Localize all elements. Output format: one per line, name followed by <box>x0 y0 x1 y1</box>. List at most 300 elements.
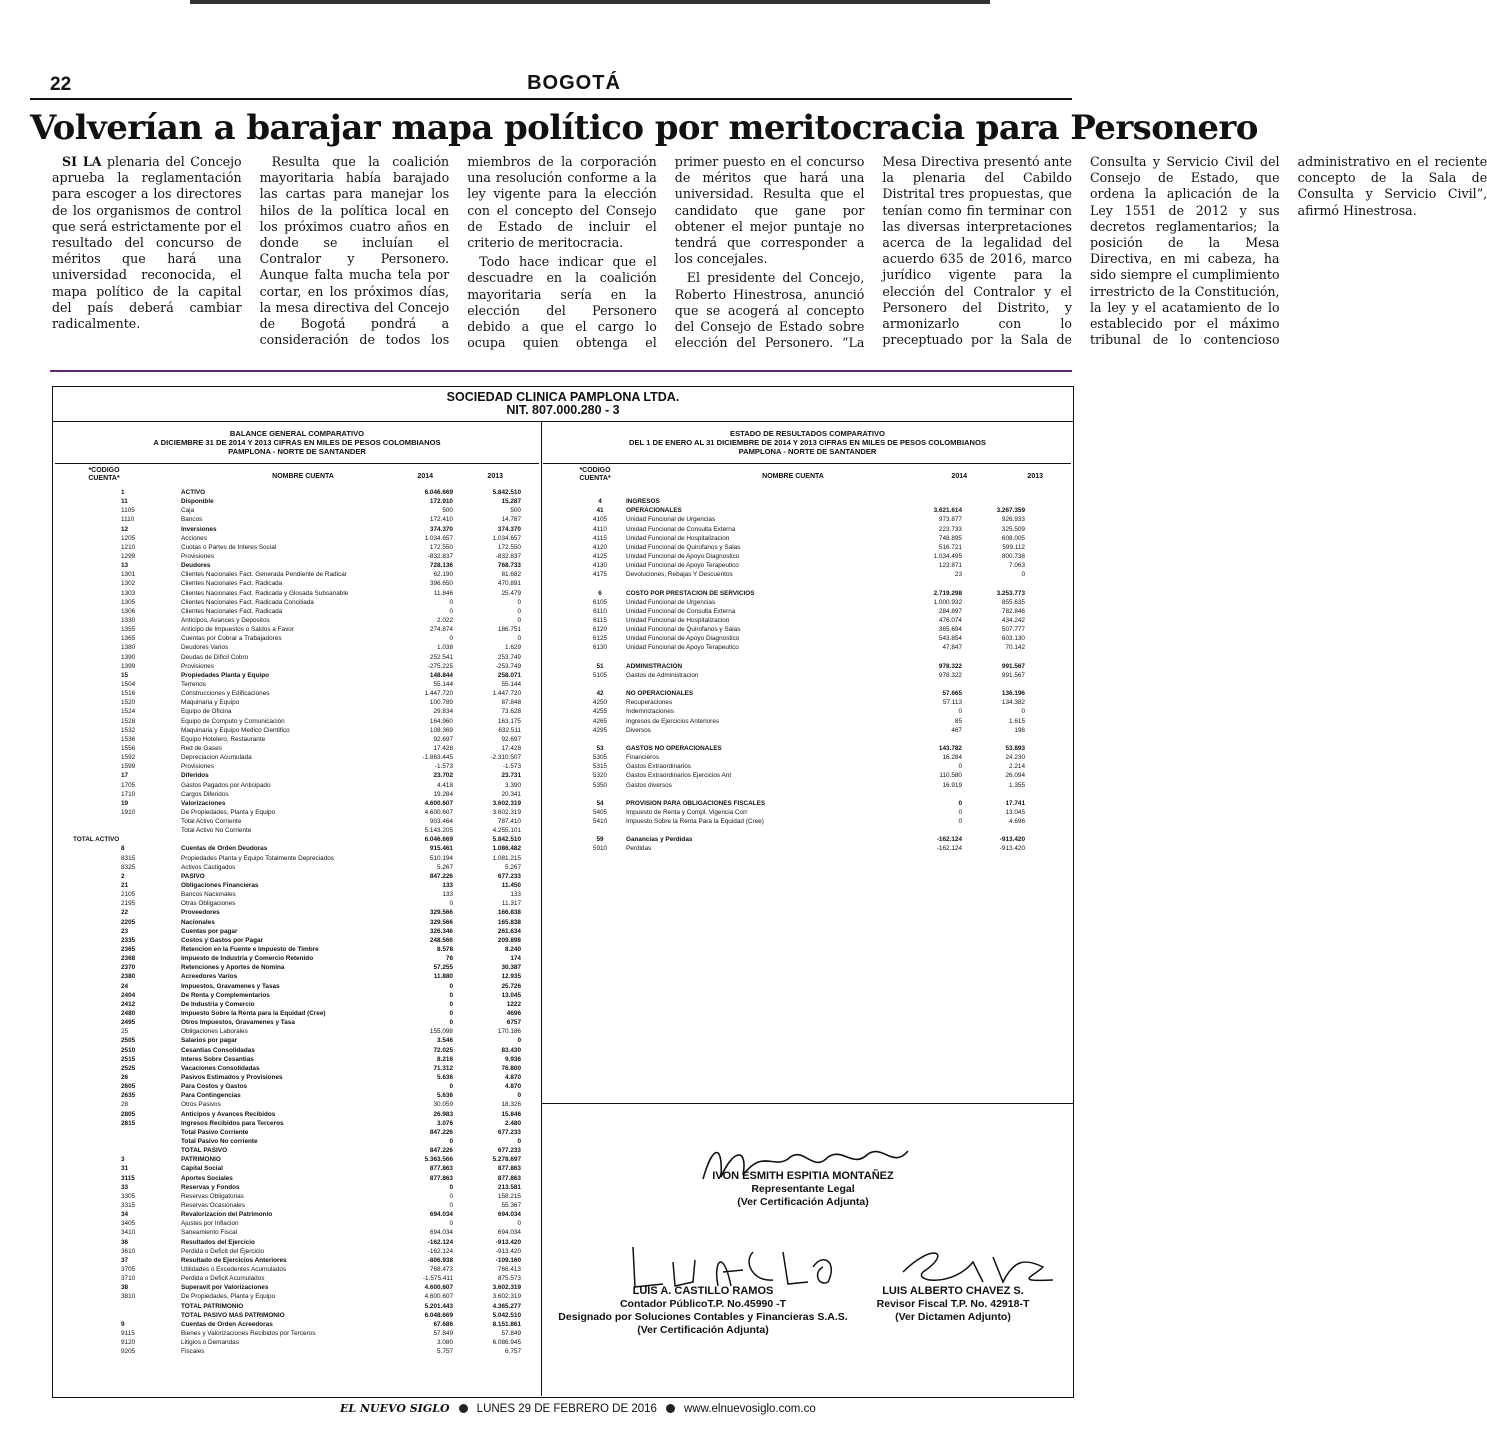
row-value-2013: 3.390 <box>505 781 521 789</box>
row-value-2013: 0 <box>517 1092 521 1100</box>
balance-row <box>73 1219 538 1228</box>
row-value-2014: 6.046.669 <box>424 489 453 496</box>
article-paragraph: Resulta que la coalición mayoritaria había barajado las cartas para manejar los hilos de la política local en los próximos cuatro años en donde se incluían el Contralor y Personero. Aunque falta mucha tela por cortar, en los próximos días, la mesa directiva del Concejo de Bogotá pondrá a consideración de todos los miembros de la corporación una resolución conforme a la ley vigente para la elección con el concepto del Consejo de Estado de incluir el criterio de meritocracia. <box>259 154 657 348</box>
row-value-2013: -2.310.507 <box>490 754 521 762</box>
balance-row <box>73 525 538 534</box>
balance-row <box>73 1238 538 1247</box>
row-account-name: Ganancias y Perdidas <box>626 836 693 844</box>
balance-row <box>73 1146 538 1155</box>
results-header <box>542 429 1073 456</box>
row-value-2014: 8.216 <box>437 1055 453 1063</box>
row-account-name: Total Activo Corriente <box>181 818 242 826</box>
row-code: 2525 <box>121 1064 136 1072</box>
row-value-2013: 603.130 <box>1001 635 1025 643</box>
row-value-2014: 973.877 <box>938 516 962 524</box>
row-value-2013: 213.581 <box>497 1183 521 1191</box>
header-divider <box>53 421 1073 422</box>
row-value-2013: 25.479 <box>501 589 521 597</box>
results-place: PAMPLONA - NORTE DE SANTANDER <box>738 447 877 456</box>
row-account-name: Gastos diversos <box>626 781 672 789</box>
balance-row <box>73 918 538 927</box>
row-code: 1504 <box>121 680 136 688</box>
row-account-name: Total Activo No Corriente <box>181 827 252 835</box>
row-account-name: GASTOS NO OPERACIONALES <box>626 744 722 752</box>
row-value-2014: 133 <box>442 891 453 899</box>
row-code: 1520 <box>121 699 136 707</box>
row-value-2013: 500 <box>510 507 521 515</box>
row-code: 6 <box>598 589 602 597</box>
balance-row <box>73 1256 538 1265</box>
row-value-2013: 186.751 <box>497 626 521 634</box>
row-code: 1399 <box>121 662 136 670</box>
row-account-name: Diferidos <box>181 772 209 780</box>
row-value-2013: 0 <box>1021 708 1025 716</box>
row-value-2013: 1.447.720 <box>492 690 521 698</box>
row-code: 2510 <box>121 1046 136 1054</box>
balance-row <box>73 506 538 515</box>
article-divider <box>50 370 1072 372</box>
row-value-2014: 172.910 <box>429 498 453 506</box>
row-value-2014: 0 <box>449 1000 453 1008</box>
row-value-2014: 0 <box>449 635 453 643</box>
balance-row <box>73 689 538 698</box>
row-value-2014: 55.144 <box>433 680 453 688</box>
balance-row <box>73 1000 538 1009</box>
results-col-name: NOMBRE CUENTA <box>762 473 824 480</box>
row-value-2014: 516.721 <box>938 543 962 551</box>
row-code: 4115 <box>593 534 607 542</box>
row-code: 5305 <box>592 754 608 762</box>
results-row <box>580 753 1050 762</box>
balance-row <box>73 881 538 890</box>
row-value-2014: 847.226 <box>429 1147 453 1155</box>
row-value-2013: 83.430 <box>501 1046 521 1054</box>
row-account-name: Impuesto Sobre la Renta Para la Equidad (Cree) <box>626 818 764 826</box>
row-account-name: Acreedores Varios <box>181 973 238 981</box>
row-account-name: Activos Castigados <box>181 863 236 871</box>
balance-row <box>73 1302 538 1311</box>
row-code: 1705 <box>121 781 136 789</box>
row-value-2014: 847.226 <box>429 872 453 880</box>
row-value-2013: 30.387 <box>501 964 521 972</box>
signatory-note: (Ver Certificación Adjunta) <box>737 1196 869 1208</box>
row-code: 1592 <box>121 754 136 762</box>
balance-row <box>73 552 538 561</box>
results-row <box>580 826 1050 835</box>
row-account-name: Interes Sobre Cesantias <box>181 1055 254 1063</box>
row-account-name: Anticipo de Impuestos o Saldos a Favor <box>181 626 294 634</box>
row-value-2014: -1.863.445 <box>422 754 453 762</box>
row-code: 1599 <box>121 763 136 771</box>
row-value-2014: 374.370 <box>429 525 453 533</box>
row-account-name: Cuentas por pagar <box>181 927 238 935</box>
balance-row <box>73 844 538 853</box>
row-code: 5350 <box>592 781 608 789</box>
row-value-2014: 26.983 <box>433 1110 453 1118</box>
balance-row <box>73 1311 538 1320</box>
balance-row <box>73 954 538 963</box>
row-code: 31 <box>121 1165 129 1173</box>
row-value-2013: 5.267 <box>505 863 521 871</box>
row-code: 25 <box>121 1028 129 1036</box>
balance-row <box>73 1210 538 1219</box>
row-value-2013: 17.428 <box>501 744 521 752</box>
row-account-name: Impuesto de Industria y Comercio Retenido <box>181 955 314 963</box>
results-row <box>580 625 1050 634</box>
row-account-name: Reservas Obligatorias <box>181 1192 244 1200</box>
article-headline: Volverían a barajar mapa político por meritocracia para Personero <box>30 108 1258 148</box>
row-code: 1301 <box>121 571 136 579</box>
row-account-name: Clientes Nacionales Fact. Radicada y Glosada Subsanable <box>181 589 349 597</box>
article-lead: SI LA <box>62 154 102 169</box>
row-code: 4105 <box>592 516 608 524</box>
row-value-2013: 6.757 <box>505 1348 521 1356</box>
results-row <box>580 680 1050 689</box>
row-value-2014: 915.461 <box>429 845 453 853</box>
row-value-2014: 500 <box>442 507 453 515</box>
row-account-name: Revalorizacion del Patrimonio <box>181 1211 273 1219</box>
row-account-name: ADMINISTRACION <box>626 662 683 670</box>
results-row <box>580 497 1050 506</box>
row-value-2014: 3.080 <box>437 1339 453 1347</box>
row-value-2014: 5.363.566 <box>424 1156 453 1164</box>
row-account-name: Perdida o Deficit Acumulados <box>181 1275 265 1283</box>
row-value-2013: 3.253.773 <box>996 589 1025 597</box>
row-account-name: TOTAL PASIVO <box>181 1147 228 1155</box>
row-code: 33 <box>121 1183 129 1191</box>
row-value-2014: 108.369 <box>429 726 453 734</box>
row-value-2014: 0 <box>958 808 962 816</box>
balance-row <box>73 1329 538 1338</box>
row-value-2013: 0 <box>517 607 521 615</box>
row-value-2014: 155.098 <box>429 1028 453 1036</box>
row-account-name: Clientes Nacionales Fact. Radicada <box>181 607 283 615</box>
row-value-2014: 3.076 <box>437 1119 453 1127</box>
row-account-name: Anticipos y Avances Recibidos <box>181 1110 276 1118</box>
row-code: 4130 <box>592 562 608 570</box>
row-account-name: Diversos <box>626 726 651 734</box>
row-value-2014: 978.322 <box>938 662 962 670</box>
row-value-2013: 258.071 <box>497 671 521 679</box>
page-footer <box>340 1402 816 1415</box>
row-value-2013: 3.602.319 <box>492 799 521 807</box>
balance-row <box>73 790 538 799</box>
row-value-2013: 0 <box>1021 571 1025 579</box>
row-value-2014: 728.136 <box>429 562 453 570</box>
row-value-2013: 5.842.510 <box>492 836 521 844</box>
row-value-2014: 57.849 <box>433 1329 453 1337</box>
signature-divider <box>542 1103 1073 1104</box>
row-code: 6120 <box>592 626 608 634</box>
row-value-2014: 748.895 <box>938 534 962 542</box>
balance-row <box>73 1036 538 1045</box>
row-account-name: Reservas Ocasionales <box>181 1201 245 1209</box>
row-value-2013: -253.749 <box>495 662 521 670</box>
balance-row <box>73 488 538 497</box>
row-code: 2205 <box>121 918 136 926</box>
row-value-2014: 47.847 <box>942 644 962 652</box>
row-value-2013: 632.511 <box>498 726 521 734</box>
signatory-name: IVON ESMITH ESPITIA MONTAÑEZ <box>712 1170 894 1182</box>
row-code: 22 <box>121 909 129 917</box>
results-row <box>580 689 1050 698</box>
row-value-2013: 17.741 <box>1005 799 1025 807</box>
balance-row <box>73 771 538 780</box>
row-account-name: Provisiones <box>181 662 215 670</box>
balance-row <box>73 817 538 826</box>
row-value-2014: 877.863 <box>429 1165 453 1173</box>
row-code: 1306 <box>121 607 136 615</box>
row-account-name: Resultado de Ejercicios Anteriores <box>181 1256 287 1264</box>
article-body <box>52 154 1487 364</box>
row-value-2013: 325.509 <box>1001 525 1025 533</box>
row-value-2014: 67.686 <box>433 1320 453 1328</box>
balance-rows <box>73 488 538 1356</box>
row-value-2013: 4.870 <box>505 1074 521 1081</box>
balance-row <box>73 890 538 899</box>
balance-row <box>73 717 538 726</box>
row-value-2014: 5.201.443 <box>424 1302 453 1310</box>
row-code: 5410 <box>592 818 608 826</box>
balance-row <box>73 1128 538 1137</box>
results-row <box>580 662 1050 671</box>
row-code: 5320 <box>592 772 608 780</box>
balance-place: PAMPLONA - NORTE DE SANTANDER <box>228 447 366 456</box>
balance-col-code: *CODIGO CUENTA* <box>88 467 120 482</box>
row-value-2014: 396.650 <box>429 580 453 588</box>
row-value-2013: 57.849 <box>501 1329 521 1337</box>
balance-row <box>73 799 538 808</box>
row-value-2013: 5.842.510 <box>492 489 521 496</box>
results-row <box>580 844 1050 853</box>
results-col-2014: 2014 <box>951 473 967 480</box>
row-value-2013: 1.086.482 <box>492 845 521 853</box>
row-code: 6115 <box>593 616 607 624</box>
row-value-2014: 0 <box>449 991 453 999</box>
row-code: 11 <box>121 498 128 506</box>
row-value-2014: 326.346 <box>429 927 453 935</box>
balance-row <box>73 1055 538 1064</box>
row-code: 1910 <box>121 808 136 816</box>
row-value-2013: 166.838 <box>497 909 521 917</box>
row-value-2013: 1.355 <box>1009 781 1025 789</box>
row-value-2014: 877.863 <box>429 1174 453 1182</box>
row-code: 15 <box>121 671 129 679</box>
results-rule <box>543 463 1071 464</box>
row-value-2014: 17.428 <box>433 744 453 752</box>
balance-row <box>73 744 538 753</box>
article-paragraph: SI LA plenaria del Concejo aprueba la reglamentación para escoger a los directores de los organismos de control que será estrictamente por el resultado del concurso de méritos que hará una universidad reconocida, el mapa político de la capital del país deberá cambiar radicalmente. <box>52 154 242 332</box>
row-account-name: Unidad Funcional de Hospitalizacion <box>626 534 730 542</box>
bullet-icon <box>666 1404 675 1413</box>
balance-row <box>73 1091 538 1100</box>
balance-row <box>73 625 538 634</box>
row-value-2013: 14.787 <box>501 516 521 524</box>
row-code: 3405 <box>121 1220 136 1228</box>
row-value-2013: 13.045 <box>501 991 521 999</box>
balance-row <box>73 1137 538 1146</box>
row-code: 9120 <box>121 1339 136 1347</box>
row-value-2014: 133 <box>442 882 453 890</box>
row-account-name: Cargos Diferidos <box>181 790 229 798</box>
row-value-2013: 70.142 <box>1005 644 1025 652</box>
row-value-2014: 23 <box>954 571 962 579</box>
row-value-2013: 170.186 <box>497 1028 521 1036</box>
row-value-2014: 0 <box>449 900 453 908</box>
row-code: 3705 <box>121 1265 136 1273</box>
row-code: 59 <box>596 836 604 844</box>
signatory-note: (Ver Dictamen Adjunto) <box>895 1311 1011 1323</box>
row-account-name: Disponible <box>181 498 214 506</box>
row-account-name: Costos y Gastos por Pagar <box>181 936 264 944</box>
row-account-name: Gastos de Administracion <box>626 671 699 679</box>
row-value-2013: 1.081.215 <box>492 854 521 862</box>
row-account-name: Clientes Nacionales Fact. Radicada Conciliada <box>181 598 314 606</box>
row-value-2013: -913.420 <box>999 836 1025 844</box>
row-value-2013: 6757 <box>506 1019 521 1027</box>
balance-row <box>73 1183 538 1192</box>
row-account-name: Otros Impuestos, Gravamenes y Tasa <box>181 1019 295 1027</box>
row-value-2014: 100.789 <box>429 699 453 707</box>
row-value-2013: 2.480 <box>505 1119 521 1127</box>
row-value-2013: 374.370 <box>497 525 521 533</box>
row-value-2013: 209.898 <box>497 936 521 944</box>
results-row <box>580 515 1050 524</box>
row-value-2014: 476.074 <box>938 616 962 624</box>
row-code: 2412 <box>121 1000 136 1008</box>
balance-row <box>73 561 538 570</box>
balance-row <box>73 579 538 588</box>
row-code: 2380 <box>121 973 136 981</box>
row-account-name: Unidad Funcional de Consulta Externa <box>626 607 736 615</box>
row-account-name: De Propiedades, Planta y Equipo <box>181 1293 276 1301</box>
row-code: 1516 <box>121 690 136 698</box>
row-account-name: Utilidades o Excedentes Acumulados <box>181 1265 287 1273</box>
row-value-2014: 0 <box>449 598 453 606</box>
row-account-name: Unidad Funcional de Apoyo Terapeutico <box>626 562 739 570</box>
row-value-2014: 694.034 <box>429 1211 453 1219</box>
row-value-2013: 800.738 <box>1001 552 1025 560</box>
signatory-extra: Designado por Soluciones Contables y Financieras S.A.S. <box>558 1311 848 1323</box>
row-value-2014: 3.621.614 <box>933 507 962 515</box>
row-code: 1390 <box>121 653 136 661</box>
row-code: 9115 <box>121 1329 135 1337</box>
row-account-name: Obligaciones Financieras <box>181 882 259 890</box>
row-account-name: De Propiedades, Planta y Equipo <box>181 808 276 816</box>
row-account-name: ACTIVO <box>181 489 206 496</box>
row-value-2013: 136.196 <box>1001 690 1025 698</box>
row-value-2013: 768.733 <box>497 562 521 570</box>
row-code: 1299 <box>121 552 136 560</box>
row-value-2014: 4.600.607 <box>424 1293 453 1301</box>
row-code: 12 <box>121 525 129 533</box>
row-value-2013: 766.413 <box>497 1265 521 1273</box>
row-value-2014: 0 <box>449 1192 453 1200</box>
row-account-name: Fiscales <box>181 1348 205 1356</box>
row-account-name: Deudores <box>181 562 211 570</box>
row-account-name: Total Pasivo No corriente <box>181 1137 258 1145</box>
results-row <box>580 781 1050 790</box>
balance-row <box>73 707 538 716</box>
row-code: 54 <box>596 799 604 807</box>
row-value-2014: 694.034 <box>429 1229 453 1237</box>
row-account-name: Retencion en la Fuente e Impuesto de Timbre <box>181 946 319 954</box>
results-row <box>580 525 1050 534</box>
row-value-2013: 5.278.697 <box>492 1156 521 1164</box>
row-code: 17 <box>121 772 129 780</box>
row-code: 3610 <box>121 1247 136 1255</box>
row-value-2014: -162.124 <box>936 845 962 853</box>
balance-row <box>73 982 538 991</box>
row-value-2013: 5.042.510 <box>492 1311 521 1319</box>
row-value-2014: 172.410 <box>429 516 453 524</box>
row-value-2013: 4.365.277 <box>492 1302 521 1310</box>
row-account-name: Red de Gases <box>181 744 222 752</box>
bullet-icon <box>459 1404 468 1413</box>
signatory-role: Revisor Fiscal T.P. No. 42918-T <box>876 1298 1030 1310</box>
row-code: 2105 <box>121 891 136 899</box>
row-code: 2404 <box>121 991 136 999</box>
row-account-name: TOTAL PATRIMONIO <box>181 1302 244 1310</box>
row-value-2013: 3.267.359 <box>996 507 1025 515</box>
results-row <box>580 817 1050 826</box>
row-code: 9205 <box>121 1348 136 1356</box>
row-value-2014: 3.546 <box>437 1037 453 1045</box>
row-value-2014: 29.834 <box>433 708 453 716</box>
results-row <box>580 607 1050 616</box>
row-value-2014: 148.844 <box>429 671 453 679</box>
row-value-2014: 0 <box>449 1220 453 1228</box>
row-value-2013: 1.034.657 <box>492 534 521 542</box>
row-account-name: PROVISION PARA OBLIGACIONES FISCALES <box>626 799 766 807</box>
row-value-2013: 15.846 <box>501 1110 521 1118</box>
balance-row <box>73 1274 538 1283</box>
row-code: 3315 <box>121 1201 136 1209</box>
row-value-2014: 1.034.495 <box>933 552 962 560</box>
row-value-2014: 19.284 <box>433 790 453 798</box>
row-account-name: Bienes y Valorizaciones Recibidos por Terceros <box>181 1329 316 1337</box>
row-code: 2805 <box>121 1110 136 1118</box>
row-account-name: Pasivos Estimados y Provisiones <box>181 1074 283 1081</box>
row-account-name: Financieros <box>626 754 660 762</box>
row-value-2013: -913.420 <box>495 1247 521 1255</box>
section-title: BOGOTÁ <box>527 72 621 94</box>
row-value-2013: 158.215 <box>497 1192 521 1200</box>
row-account-name: Deudas de Dificil Cobro <box>181 653 249 661</box>
row-account-name: Anticipos, Avances y Depositos <box>181 616 270 624</box>
article-paragraph: Todo hace indicar que el descuadre en la coalición mayoritaria sería en la elección del Personero debido a que el cargo lo ocupa quien obtenga el primer puesto en el concurso de méritos que hará una universidad. Resulta que el candidato que gane por obtener el mejor puntaje no tendrá que corresponder a los concejales. <box>467 154 865 351</box>
balance-row <box>73 863 538 872</box>
results-subtitle: DEL 1 DE ENERO AL 31 DICIEMBRE DE 2014 Y 2013 CIFRAS EN MILES DE PESOS COLOMBIANOS <box>629 438 986 447</box>
balance-row <box>73 497 538 506</box>
row-account-name: Valorizaciones <box>181 799 226 807</box>
row-value-2014: 16.919 <box>942 781 962 789</box>
row-value-2013: 0 <box>517 1137 521 1145</box>
row-code: 2635 <box>121 1092 136 1100</box>
row-value-2013: 163.175 <box>497 717 521 725</box>
row-account-name: TOTAL PASIVO MAS PATRIMONIO <box>181 1311 285 1319</box>
balance-row <box>73 662 538 671</box>
results-row <box>580 762 1050 771</box>
results-row <box>580 506 1050 515</box>
row-code: 2515 <box>121 1055 136 1063</box>
row-account-name: Vacaciones Consolidadas <box>181 1064 260 1072</box>
row-account-name: Cuentas por Cobrar a Trabajadores <box>181 635 282 643</box>
results-row <box>580 579 1050 588</box>
row-account-name: Bancos <box>181 516 203 524</box>
row-value-2013: 1222 <box>506 1000 521 1008</box>
row-value-2013: 1.615 <box>1009 717 1025 725</box>
